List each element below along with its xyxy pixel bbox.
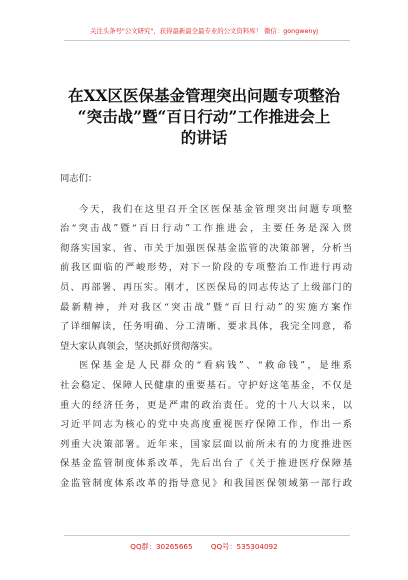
paragraph-line: 了详细解读，任务明确、分工清晰、要求具体，我完全同意，希	[60, 321, 352, 333]
salutation: 同志们：	[60, 173, 98, 184]
footer-qq-group: QQ群：30265665	[130, 542, 193, 551]
document-body	[60, 169, 352, 494]
paragraph-line: 治“突击战”暨“百日行动”工作推进会，主要任务是深入贯	[60, 223, 352, 235]
paragraph-line: 习近平同志为核心的党中央高度重视医疗保障工作，作出一系	[60, 419, 352, 431]
title-line-2: “突击战”暨“百日行动”工作推进会上	[77, 107, 331, 126]
footer-qq-number: QQ号：535304092	[210, 542, 278, 551]
paragraph-line: 医保基金是人民群众的“看病钱”、“救命钱”，是维系	[79, 360, 352, 372]
paragraph-1	[60, 200, 352, 357]
paragraph-line: 彻落实国家、省、市关于加强医保基金监管的决策部署，分析当	[60, 242, 352, 254]
document-title	[50, 85, 358, 148]
paragraph-line: 望大家认真领会，坚决抓好贯彻落实。	[60, 340, 219, 352]
paragraph-line: 今天，我们在这里召开全区医保基金管理突出问题专项整	[79, 203, 352, 215]
paragraph-line: 金监管制度体系改革的指导意见》和我国医保领域第一部行政	[60, 477, 352, 489]
title-line-3: 的讲话	[180, 128, 228, 147]
title-line-1: 在XX区医保基金管理突出问题专项整治	[67, 86, 341, 105]
paragraph-line: 前我区面临的严峻形势，对下一阶段的专项整治工作进行再动	[60, 262, 352, 274]
paragraph-line: 重大的经济任务，更是严肃的政治责任。党的十八大以来，以	[60, 399, 352, 411]
paragraph-line: 列重大决策部署。近年来，国家层面以前所未有的力度推进医	[60, 438, 352, 450]
header-divider	[64, 40, 350, 41]
footer-contact	[0, 542, 408, 552]
paragraph-2	[60, 356, 352, 493]
paragraph-line: 社会稳定、保障人民健康的重要基石。守护好这笔基金，不仅是	[60, 379, 352, 391]
header-promo-note: 关注头条号"公文研究"，获得最新最全最专业的公文资料库！ 微信：gongwenyj	[89, 27, 319, 35]
footer-divider	[64, 535, 350, 536]
paragraph-line: 保基金监管制度体系改革，先后出台了《关于推进医疗保障基	[60, 458, 352, 470]
paragraph-line: 最新精神，并对我区“突击战”暨“百日行动”的实施方案作	[60, 301, 352, 313]
paragraph-line: 员、再部署、再压实。刚才，区医保局的同志传达了上级部门的	[60, 281, 352, 293]
